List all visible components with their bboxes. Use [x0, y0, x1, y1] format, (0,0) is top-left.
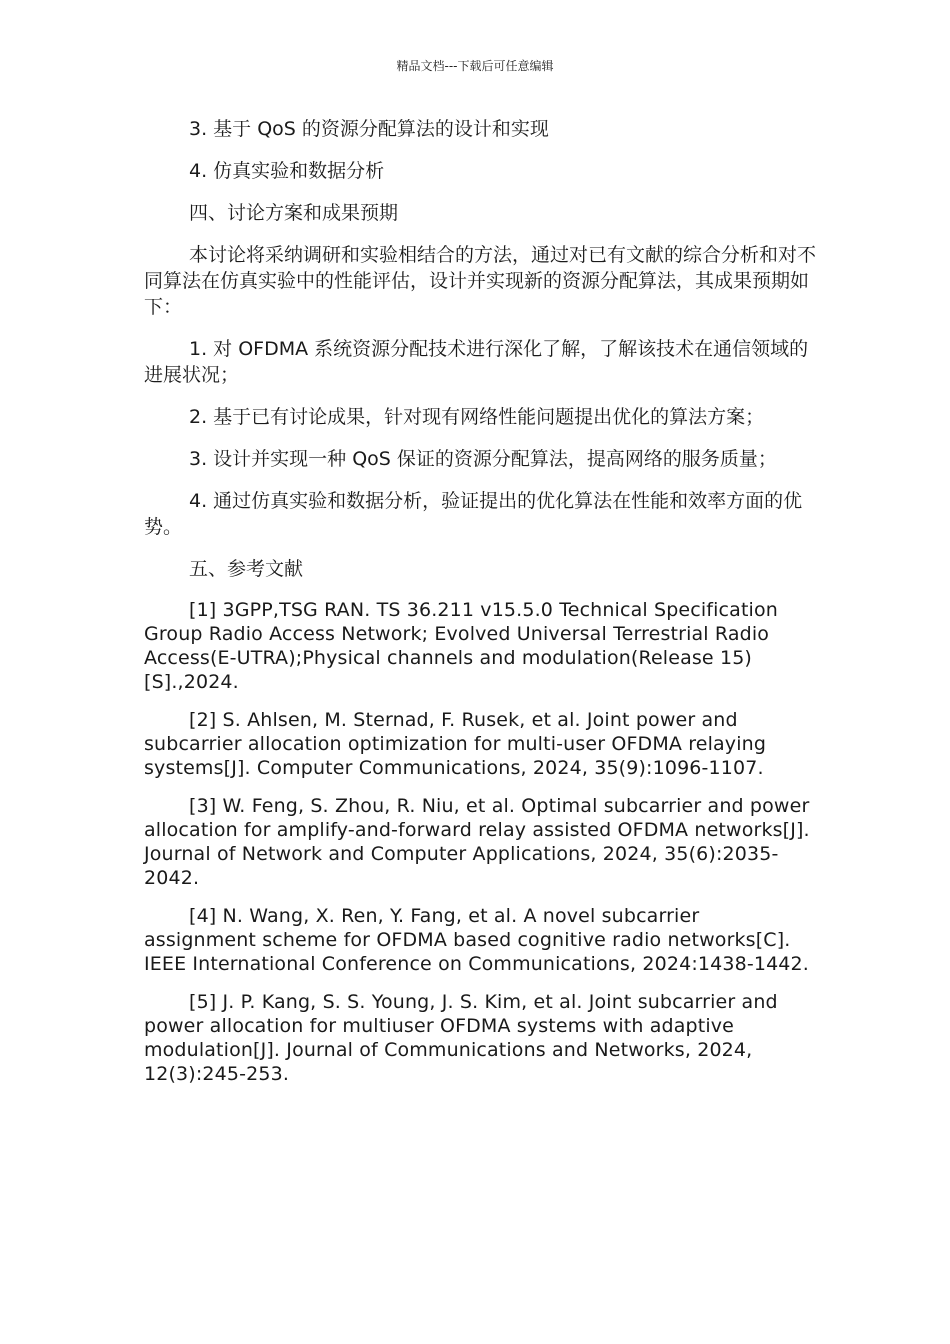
reference-item-4: [4] N. Wang, X. Ren, Y. Fang, et al. A novel subcarrier assignment scheme for OFDMA based cognitive radio networks[C]. IEEE International Conference on Communications, 2024:1438-1442. — [144, 905, 809, 975]
section-heading-references: 五、参考文献 — [189, 558, 304, 580]
reference-item-1: [1] 3GPP,TSG RAN. TS 36.211 v15.5.0 Technical Specification Group Radio Access Network; Evolved Universal Terrestrial Radio Access(E-UTRA);Physical channels and modulation(Release 15)[S].,2024. — [144, 599, 778, 693]
list-item-expected-2: 2. 基于已有讨论成果，针对现有网络性能问题提出优化的算法方案； — [189, 406, 765, 428]
list-item-design-qos: 3. 基于 QoS 的资源分配算法的设计和实现 — [189, 118, 549, 140]
page-header: 精品文档---下载后可任意编辑 — [396, 59, 554, 73]
section-heading-plan: 四、讨论方案和成果预期 — [189, 202, 399, 224]
paragraph-method: 本讨论将采纳调研和实验相结合的方法，通过对已有文献的综合分析和对不同算法在仿真实验中的性能评估，设计并实现新的资源分配算法，其成果预期如下： — [144, 244, 817, 318]
reference-item-3: [3] W. Feng, S. Zhou, R. Niu, et al. Optimal subcarrier and power allocation for amplify-and-forward relay assisted OFDMA networks[J]. Journal of Network and Computer Applications, 2024, 35(6):2035-2042. — [144, 795, 810, 889]
list-item-expected-1: 1. 对 OFDMA 系统资源分配技术进行深化了解，了解该技术在通信领域的进展状况； — [144, 338, 809, 386]
reference-item-2: [2] S. Ahlsen, M. Sternad, F. Rusek, et al. Joint power and subcarrier allocation optimization for multi-user OFDMA relaying systems[J]. Computer Communications, 2024, 35(9):1096-1107. — [144, 709, 767, 779]
list-item-simulation: 4. 仿真实验和数据分析 — [189, 160, 385, 182]
list-item-expected-4: 4. 通过仿真实验和数据分析，验证提出的优化算法在性能和效率方面的优势。 — [144, 490, 803, 538]
list-item-expected-3: 3. 设计并实现一种 QoS 保证的资源分配算法，提高网络的服务质量； — [189, 448, 777, 470]
reference-item-5: [5] J. P. Kang, S. S. Young, J. S. Kim, et al. Joint subcarrier and power allocation for multiuser OFDMA systems with adaptive modulation[J]. Journal of Communications and Networks, 2024, 12(3):245-253. — [144, 991, 778, 1085]
document-body — [144, 116, 816, 1100]
